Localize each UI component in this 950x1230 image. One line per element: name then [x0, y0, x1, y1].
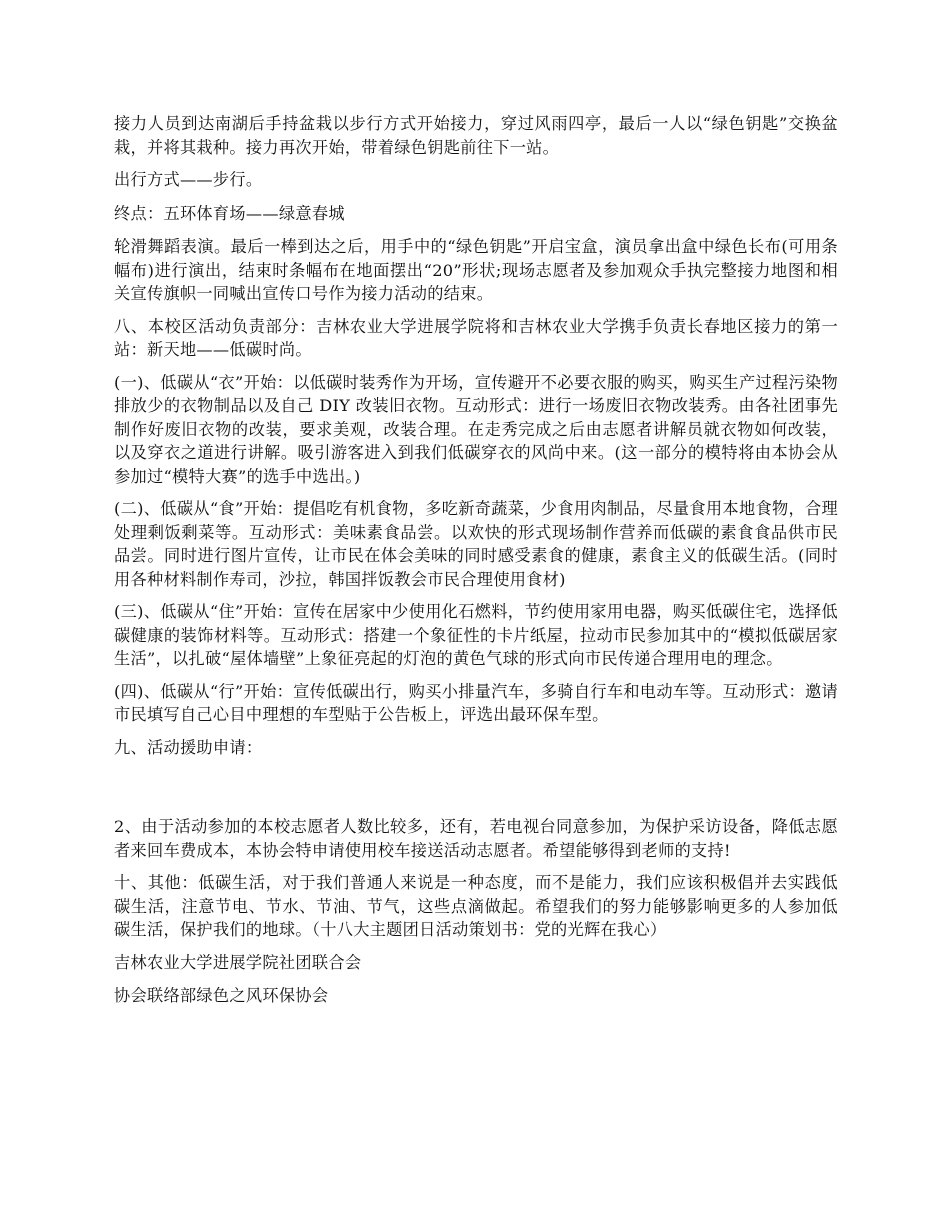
- paragraph-end-point: 终点：五环体育场——绿意春城: [114, 203, 345, 223]
- paragraph-relay-south-lake: 接力人员到达南湖后手持盆栽以步行方式开始接力，穿过风雨四亭，最后一人以“绿色钥匙”交换盆栽，并将其栽种。接力再次开始，带着绿色钥匙前往下一站。: [114, 114, 838, 157]
- paragraph-school-bus: 2、由于活动参加的本校志愿者人数比较多，还有，若电视台同意参加，为保护采访设备，降低志愿者来回车费成本，本协会特申请使用校车接送活动志愿者。希望能够得到老师的支持!: [114, 817, 838, 860]
- blank-gap: [114, 769, 838, 815]
- paragraph-roller-dance: 轮滑舞蹈表演。最后一棒到达之后，用手中的“绿色钥匙”开启宝盒，演员拿出盒中绿色长布(可用条幅布)进行演出，结束时条幅布在地面摆出“20”形状;现场志愿者及参加观众手执完整接力地图和相关宣传旗帜一同喊出宣传口号作为接力活动的结束。: [114, 237, 838, 303]
- paragraph-travel-mode: 出行方式——步行。: [114, 170, 263, 189]
- paragraph-housing: (三)、低碳从“住”开始：宣传在居家中少使用化石燃料，节约使用家用电器，购买低碳住宅，选择低碳健康的装饰材料等。互动形式：搭建一个象征性的卡片纸屋，拉动市民参加其中的“模拟低碳居家生活”，以扎破“屋体墙壁”上象征亮起的灯泡的黄色气球的形式向市民传递合理用电的理念。: [114, 602, 838, 668]
- section-heading-nine: 九、活动援助申请：: [114, 737, 263, 757]
- paragraph-clothing: (一)、低碳从“衣”开始：以低碳时装秀作为开场，宣传避开不必要衣服的购买，购买生产过程污染物排放少的衣物制品以及自己 DIY 改装旧衣物。互动形式：进行一场废旧衣物改装秀。由各社团事先制作好废旧衣物的改装，要求美观，改装合理。在走秀完成之后由志愿者讲解员就衣物如何改装，以及穿衣之道进行讲解。吸引游客进入到我们低碳穿衣的风尚中来。(这一部分的模特将由本协会从参加过“模特大赛”的选手中选出。): [114, 372, 838, 486]
- signature-association: 协会联络部绿色之风环保协会: [114, 986, 329, 1005]
- section-heading-eight: 八、本校区活动负责部分：吉林农业大学进展学院将和吉林农业大学携手负责长春地区接力的第一站：新天地——低碳时尚。: [114, 316, 838, 359]
- paragraph-food: (二)、低碳从“食”开始：提倡吃有机食物，多吃新奇蔬菜，少食用肉制品，尽量食用本地食物，合理处理剩饭剩菜等。互动形式：美味素食品尝。以欢快的形式现场制作营养而低碳的素食食品供市民品尝。同时进行图片宣传，让市民在体会美味的同时感受素食的健康，素食主义的低碳生活。(同时用各种材料制作寿司，沙拉，韩国拌饭教会市民合理使用食材): [114, 499, 838, 589]
- section-heading-ten: 十、其他：低碳生活，对于我们普通人来说是一种态度，而不是能力，我们应该积极倡并去实践低碳生活，注意节电、节水、节油、节气，这些点滴做起。希望我们的努力能够影响更多的人参加低碳生活，保护我们的地球。（十八大主题团日活动策划书：党的光辉在我心）: [114, 873, 838, 939]
- signature-federation: 吉林农业大学进展学院社团联合会: [114, 952, 362, 972]
- paragraph-travel: (四)、低碳从“行”开始：宣传低碳出行，购买小排量汽车，多骑自行车和电动车等。互动形式：邀请市民填写自己心目中理想的车型贴于公告板上，评选出最环保车型。: [114, 681, 838, 724]
